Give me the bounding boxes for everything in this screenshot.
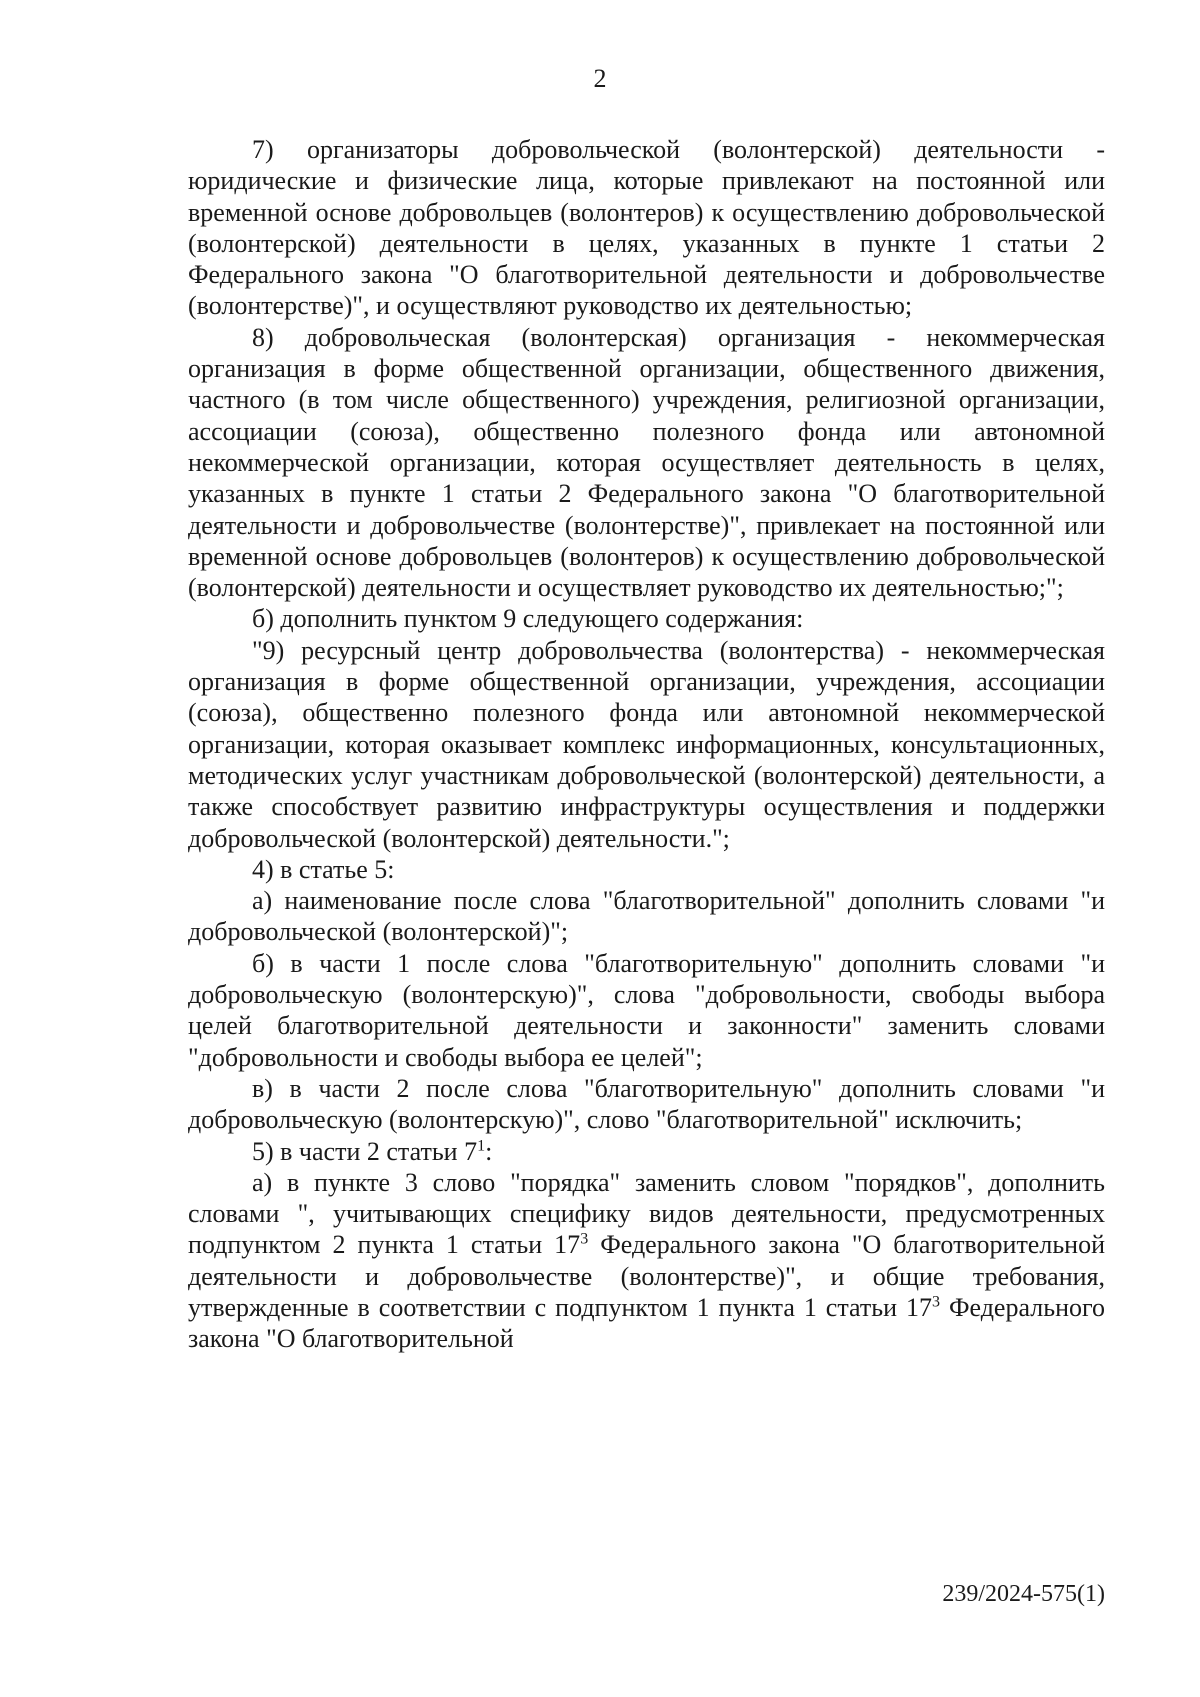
paragraph-item-5a-part-1: а) в пункте 3 слово "порядка" заменить словом "порядков", дополнить словами ", учитывающих специфику видов деятельности, предусмотренных подпунктом 2 пункта 1 статьи 17 <box>188 1167 1105 1260</box>
paragraph-subitem-b-add-9: б) дополнить пунктом 9 следующего содержания: <box>252 604 804 634</box>
superscript-1: 1 <box>477 1136 486 1154</box>
superscript-3-second: 3 <box>932 1293 940 1311</box>
paragraph-item-9: "9) ресурсный центр добровольчества (волонтерства) - некоммерческая организация в форме общественной организации, учреждения, ассоциации (союза), общественно полезного фонда или автономной некоммерческой организации, которая оказывает комплекс информационных, консультационных, методических услуг участникам добровольческой (волонтерской) деятельности, а также способствует развитию инфраструктуры осуществления и поддержки добровольческой (волонтерской) деятельности."; <box>188 635 1105 853</box>
document-code: 239/2024-575(1) <box>942 1581 1105 1607</box>
paragraph-item-5-tail: : <box>485 1136 493 1166</box>
paragraph-item-8: 8) добровольческая (волонтерская) организация - некоммерческая организация в форме общественной организации, общественного движения, частного (в том числе общественного) учреждения, религиозной организации, ассоциации (союза), общественно полезного фонда или автономной некоммерческой организации, которая осуществляет деятельность в целях, указанных в пункте 1 статьи 2 Федерального закона "О благотворительной деятельности и добровольчестве (волонтерстве)", привлекает на постоянной или временной основе добровольцев (волонтеров) к осуществлению добровольческой (волонтерской) деятельности и осуществляет руководство их деятельностью;"; <box>188 322 1105 603</box>
paragraph-item-7: 7) организаторы добровольческой (волонтерской) деятельности - юридические и физические лица, которые привлекают на постоянной или временной основе добровольцев (волонтеров) к осуществлению добровольческой (волонтерской) деятельности в целях, указанных в пункте 1 статьи 2 Федерального закона "О благотворительной деятельности и добровольчестве (волонтерстве)", и осуществляют руководство их деятельностью; <box>188 135 1105 321</box>
document-body <box>188 134 1105 1355</box>
paragraph-item-4v: в) в части 2 после слова "благотворительную" дополнить словами "и добровольческую (волонтерскую)", слово "благотворительной" исключить; <box>188 1073 1105 1135</box>
paragraph-item-5a-part-2: Федерального закона "О благотворительной деятельности и добровольчестве (волонтерстве)", и общие требования, утвержденные в соответствии с подпунктом 1 пункта 1 статьи 17 <box>188 1230 1106 1322</box>
paragraph-item-5a <box>188 1167 1105 1355</box>
paragraph-item-4b: б) в части 1 после слова "благотворительную" дополнить словами "и добровольческую (волонтерскую)", слова "добровольности, свободы выбора целей благотворительной деятельности и законности" заменить словами "добровольности и свободы выбора ее целей"; <box>188 948 1105 1072</box>
page-number: 2 <box>593 64 607 93</box>
superscript-3-first: 3 <box>580 1230 589 1248</box>
paragraph-item-5 <box>188 1136 1105 1167</box>
paragraph-item-5a-part-3: Федерального закона "О благотворительной <box>188 1292 1105 1354</box>
paragraph-item-5-text: 5) в части 2 статьи 7 <box>252 1136 478 1166</box>
paragraph-item-4a: а) наименование после слова "благотворительной" дополнить словами "и добровольческой (волонтерской)"; <box>188 886 1105 947</box>
paragraph-item-4: 4) в статье 5: <box>252 854 395 884</box>
